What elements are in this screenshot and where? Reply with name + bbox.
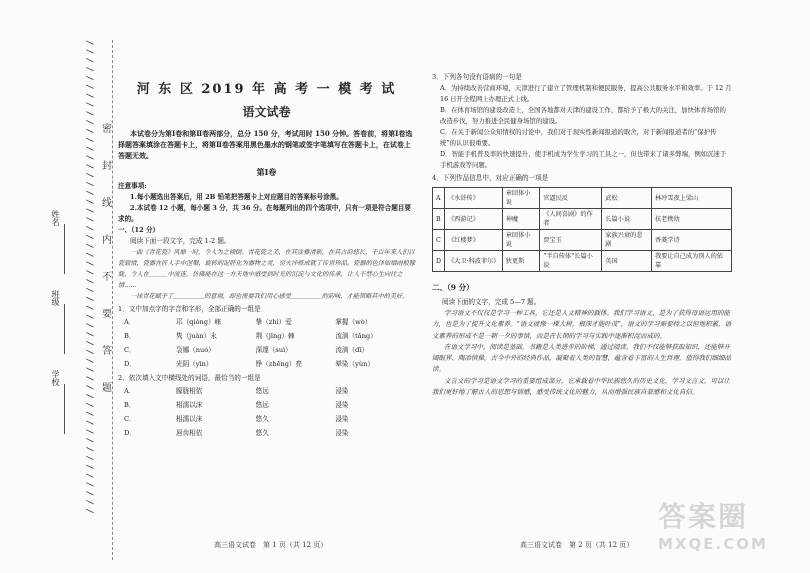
option-item: 悠久 <box>255 415 269 423</box>
option-item: 荆（jīng）棘 <box>255 332 295 340</box>
reading-passage-2: 一抹青花赋予了＿＿＿＿＿的意境，却也需要我们用心感受＿＿＿＿＿的韵味，才能领略其中的美好。 <box>130 293 409 300</box>
question-4: 4．下列作品信息中，对应正确的一项是 <box>432 174 549 182</box>
binding-slashes: / / / / / / / / / / / / / / / / / / / / / / / / / / / / / / / / / / / / / / / / / / / / / / / / / / / / / / <box>84 40 94 513</box>
option-item: 邛（qióng）崃 <box>176 318 222 326</box>
option-item: 隽（juàn）永 <box>176 332 217 340</box>
question-3-option-c: C．在关于新闻公众知情权的讨论中，我们对于现实性新闻报道的取舍，对于新闻报道者的“保护传统”的认识很重要。 <box>440 128 717 147</box>
section-2-heading: 二、（9 分） <box>432 283 474 292</box>
table-cell: 林冲雪夜上梁山 <box>651 188 731 209</box>
table-cell: 狄更斯 <box>502 251 539 272</box>
seal-char: 题 <box>102 383 112 394</box>
notice-title: 注意事项: <box>118 182 147 190</box>
option-item: 光阴（yīn） <box>176 360 213 368</box>
option-item: 悠远 <box>255 401 269 409</box>
option-letter: B． <box>124 401 136 409</box>
table-cell: 官逼民反 <box>540 188 602 209</box>
option-letter: C． <box>124 415 136 423</box>
class-underline <box>64 304 65 354</box>
question-1: 1．文中加点字的字音和字形，全部正确的一组是 <box>118 305 261 313</box>
table-cell: 神魔 <box>502 209 539 230</box>
page-title: 河 东 区 2019 年 高 考 一 模 考 试 <box>136 82 397 97</box>
question-2: 2．依次填入文中横线处的词语，最恰当的一组是 <box>118 374 261 382</box>
notice-2: 2.本试卷 12 小题，每小题 3 分，共 36 分。在每题列出的四个选项中，只有一项是符合题目要求的。 <box>118 204 411 223</box>
option-item: 流淌（dī） <box>335 346 369 354</box>
seal-char: 答 <box>102 346 112 357</box>
option-letter: A． <box>124 318 136 326</box>
table-cell: 《红楼梦》 <box>444 230 502 251</box>
table-cell: 武松 <box>602 188 652 209</box>
reading-paragraph: 文言文的学习是语文学习的重要组成部分，它承载着中华民族悠久的历史文化。学习文言文，可以让我们更好地了解古人的思想与情感，感受传统文化的魅力，从而增强民族自豪感和文化自信。 <box>432 376 730 397</box>
section-1-heading: 一、（12 分） <box>118 226 160 234</box>
exam-page-2 <box>432 72 732 398</box>
school-field <box>50 370 80 430</box>
name-label: 姓名 <box>51 210 60 226</box>
option-item: 袅娜（nuó） <box>176 346 215 354</box>
table-cell: 扶老携幼 <box>651 209 731 230</box>
option-item: 浸染 <box>335 401 349 409</box>
seal-char: 要 <box>102 309 112 320</box>
option-item: 浸染 <box>335 429 349 437</box>
option-item: 铮（zhēng）亮 <box>255 360 303 368</box>
table-cell: B <box>433 209 445 230</box>
seal-char: 密 <box>102 124 112 135</box>
table-cell: 章回体小说 <box>502 230 539 251</box>
table-row <box>433 251 732 272</box>
option-item: 悠久 <box>255 429 269 437</box>
question-3: 3．下列各句没有语病的一句是 <box>432 73 522 81</box>
option-item: 相濡以沫 <box>176 415 203 423</box>
seal-char: 不 <box>102 272 112 283</box>
seal-char: 线 <box>102 198 112 209</box>
option-item: 唇齿相依 <box>176 429 203 437</box>
seal-line-text <box>100 120 114 394</box>
option-item: 朦胧相依 <box>176 387 203 395</box>
table-cell: “半自传体”长篇小说 <box>540 251 602 272</box>
table-cell: 《大卫·科波菲尔》 <box>444 251 502 272</box>
page-1-footer: 高三语文试卷 第 1 页（共 12 页） <box>214 541 328 549</box>
reading-instruction-2: 阅读下面的文字，完成 5—7 题。 <box>442 298 541 306</box>
part-1-heading: 第Ⅰ卷 <box>256 167 277 177</box>
table-cell: 英国 <box>602 251 652 272</box>
works-table <box>432 187 732 272</box>
reading-paragraph: 学习语文不仅仅是学习一种工具，它还是人文精神的载体。我们学习语文，是为了获得母语运用的能力，也是为了提升文化素养。“语文就像一棵大树，根深才能叶茂”，语文的学习需要持之以恒地积累，语文素养的形成不是一朝一夕的事情，而是在长期的学习与实践中逐渐积淀而成的。 <box>432 309 732 340</box>
school-label: 学校 <box>51 370 60 386</box>
reading-instruction: 阅读下面一段文字，完成 1-2 题。 <box>130 237 231 245</box>
option-item: 掌握（wò） <box>335 318 372 326</box>
watermark-logo-text: 答案圈 <box>658 500 749 533</box>
option-item: 相濡以沫 <box>176 401 203 409</box>
option-item: 悠远 <box>255 387 269 395</box>
notice-1: 1.每小题选出答案后，用 2B 铅笔把答题卡上对应题目的答案标号涂黑。 <box>130 193 343 201</box>
table-row <box>433 230 732 251</box>
table-cell: 章回体小说 <box>502 188 539 209</box>
exam-intro: 本试卷分为第Ⅰ卷和第Ⅱ卷两部分，总分 150 分，考试用时 150 分钟。答卷前，将第Ⅰ卷选择题答案填涂在答题卡上，将第Ⅱ卷答案用黑色墨水的钢笔或签字笔填写在答题卡上，在试卷上答题无效。 <box>118 129 413 160</box>
table-cell: 我要让自己成为别人的依靠 <box>651 251 731 272</box>
option-item: 晕染（yùn） <box>335 360 374 368</box>
name-field <box>50 210 80 270</box>
option-letter: C． <box>124 346 136 354</box>
option-letter: D． <box>124 360 136 368</box>
question-1-options <box>124 315 415 371</box>
table-row <box>433 209 732 230</box>
seal-char: 封 <box>102 161 112 172</box>
option-item: 浸染 <box>335 415 349 423</box>
page-2-footer: 高三语文试卷 第 2 页（共 12 页） <box>520 541 634 549</box>
table-cell: D <box>433 251 445 272</box>
question-3-option-d: D．智能手机普及率的快速提升，使手机成为学生学习的工具之一，但也带来了诸多弊端，例如沉迷于手机游戏等问题。 <box>440 150 727 169</box>
table-row <box>433 188 732 209</box>
option-letter: D． <box>124 429 136 437</box>
option-letter: A． <box>124 387 136 395</box>
option-item: 深邃（suì） <box>255 346 292 354</box>
table-cell: A <box>433 188 445 209</box>
exam-page-1 <box>118 78 415 440</box>
question-3-option-a: A．为持续改善营商环境，天津进行了建立了管理机制和便民服务，提高公共服务水平和效率。于 12 月 16 日开全程网上办理正式上线。 <box>440 84 732 103</box>
option-item: 挚（zhì）爱 <box>255 318 292 326</box>
option-item: 流淌（tǎng） <box>335 332 377 340</box>
table-cell: 长篇小说 <box>602 209 652 230</box>
option-letter: B． <box>124 332 136 340</box>
question-3-option-b: B．在体育场馆的建设改造上，全国各地都对天津的建设工作，都给予了极大的关注，加快体育场馆的改造步伐，努力推进全民健身场馆的建设。 <box>440 106 726 125</box>
table-cell: 香菱学诗 <box>651 230 731 251</box>
table-cell: 《人间喜剧》的作者 <box>540 209 602 230</box>
table-cell: 贾宝玉 <box>540 230 602 251</box>
seal-char: 内 <box>102 235 112 246</box>
table-cell: 《水浒传》 <box>444 188 502 209</box>
class-field <box>50 290 80 350</box>
reading-paragraph: 在语文学习中，阅读是基础。书籍是人类进步的阶梯，通过阅读，我们不仅能够获取知识，还能够开阔眼界、陶冶情操。古今中外的经典作品，凝聚着人类的智慧，蕴含着丰富的人生哲理，值得我们细细品读。 <box>432 342 731 374</box>
option-item: 浸染 <box>335 387 349 395</box>
question-2-options <box>124 384 415 440</box>
school-underline <box>64 384 65 434</box>
reading-passage: 一曲《青花瓷》风靡一时，令人为之倾倒。青花瓷之美，在其淡雅清新，在其古韵悠长，千百年来人们以瓷载情，瓷器在匠人手中涅槃，旋转的泥胚化为器物之灵，窑火淬炼成就了传世珍品。瓷器的色泽如烟雨般朦胧，令人在＿＿＿中流连，仿佛能在这一方天地中感受到时光的沉淀与文化的传承，让人不禁心生向往之情…… <box>118 249 415 289</box>
watermark-url: MXQE.COM <box>658 535 768 553</box>
class-label: 班级 <box>51 290 60 306</box>
table-cell: 《西游记》 <box>444 209 502 230</box>
site-watermark <box>658 495 788 565</box>
table-cell: 家族兴衰的悲剧 <box>602 230 652 251</box>
table-cell: C <box>433 230 445 251</box>
page-subtitle: 语文试卷 <box>242 105 291 119</box>
name-underline <box>64 224 65 274</box>
